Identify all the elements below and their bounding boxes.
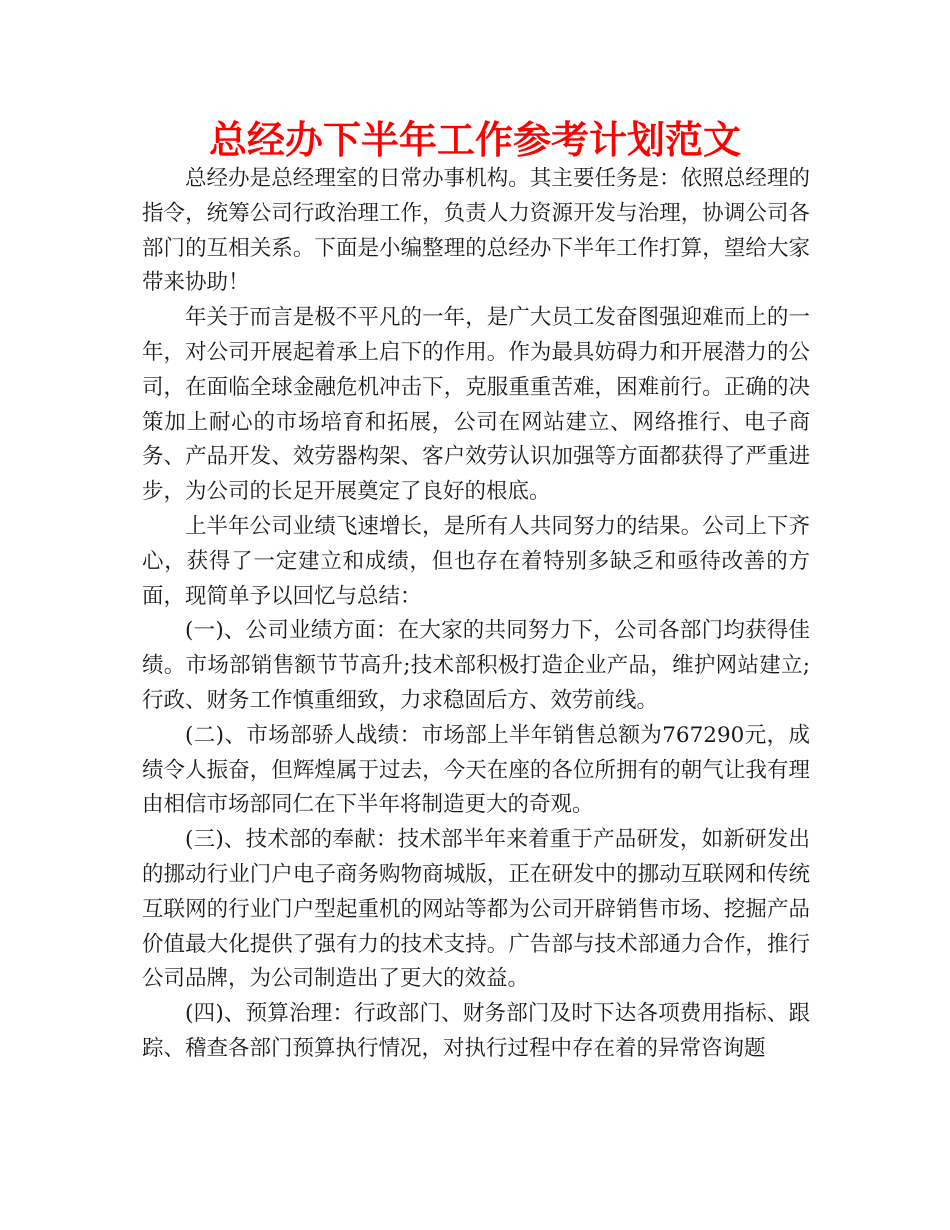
paragraph-item-1-performance: (一)、公司业绩方面：在大家的共同努力下，公司各部门均获得佳绩。市场部销售额节节高升;技术部积极打造企业产品，维护网站建立;行政、财务工作慎重细致，力求稳固后方、效劳前线。 bbox=[142, 618, 810, 713]
document-body bbox=[142, 162, 810, 1067]
paragraph-year-overview: 年关于而言是极不平凡的一年，是广大员工发奋图强迎难而上的一年，对公司开展起着承上启下的作用。作为最具妨碍力和开展潜力的公司，在面临全球金融危机冲击下，克服重重苦难，困难前行。正确的决策加上耐心的市场培育和拓展，公司在网站建立、网络推行、电子商务、产品开发、效劳器构架、客户效劳认识加强等方面都获得了严重进步，为公司的长足开展奠定了良好的根底。 bbox=[142, 305, 810, 505]
paragraph-item-4-budget: (四)、预算治理：行政部门、财务部门及时下达各项费用指标、跟踪、稽查各部门预算执行情况，对执行过程中存在着的异常咨询题 bbox=[142, 1001, 810, 1061]
paragraph-intro: 总经办是总经理室的日常办事机构。其主要任务是：依照总经理的指令，统筹公司行政治理工作，负责人力资源开发与治理，协调公司各部门的互相关系。下面是小编整理的总经办下半年工作打算，望给大家带来协助！ bbox=[142, 166, 810, 296]
paragraph-item-3-technology: (三)、技术部的奉献：技术部半年来着重于产品研发，如新研发出的挪动行业门户电子商务购物商城版，正在研发中的挪动互联网和传统互联网的行业门户型起重机的网站等都为公司开辟销售市场、挖掘产品价值最大化提供了强有力的技术支持。广告部与技术部通力合作，推行公司品牌，为公司制造出了更大的效益。 bbox=[142, 827, 810, 992]
paragraph-first-half-summary: 上半年公司业绩飞速增长，是所有人共同努力的结果。公司上下齐心，获得了一定建立和成绩，但也存在着特别多缺乏和亟待改善的方面，现简单予以回忆与总结： bbox=[142, 513, 810, 609]
paragraph-item-2-marketing: (二)、市场部骄人战绩：市场部上半年销售总额为767290元，成绩令人振奋，但辉煌属于过去，今天在座的各位所拥有的朝气让我有理由相信市场部同仁在下半年将制造更大的奇观。 bbox=[142, 722, 810, 818]
document-title: 总经办下半年工作参考计划范文 bbox=[208, 118, 741, 162]
